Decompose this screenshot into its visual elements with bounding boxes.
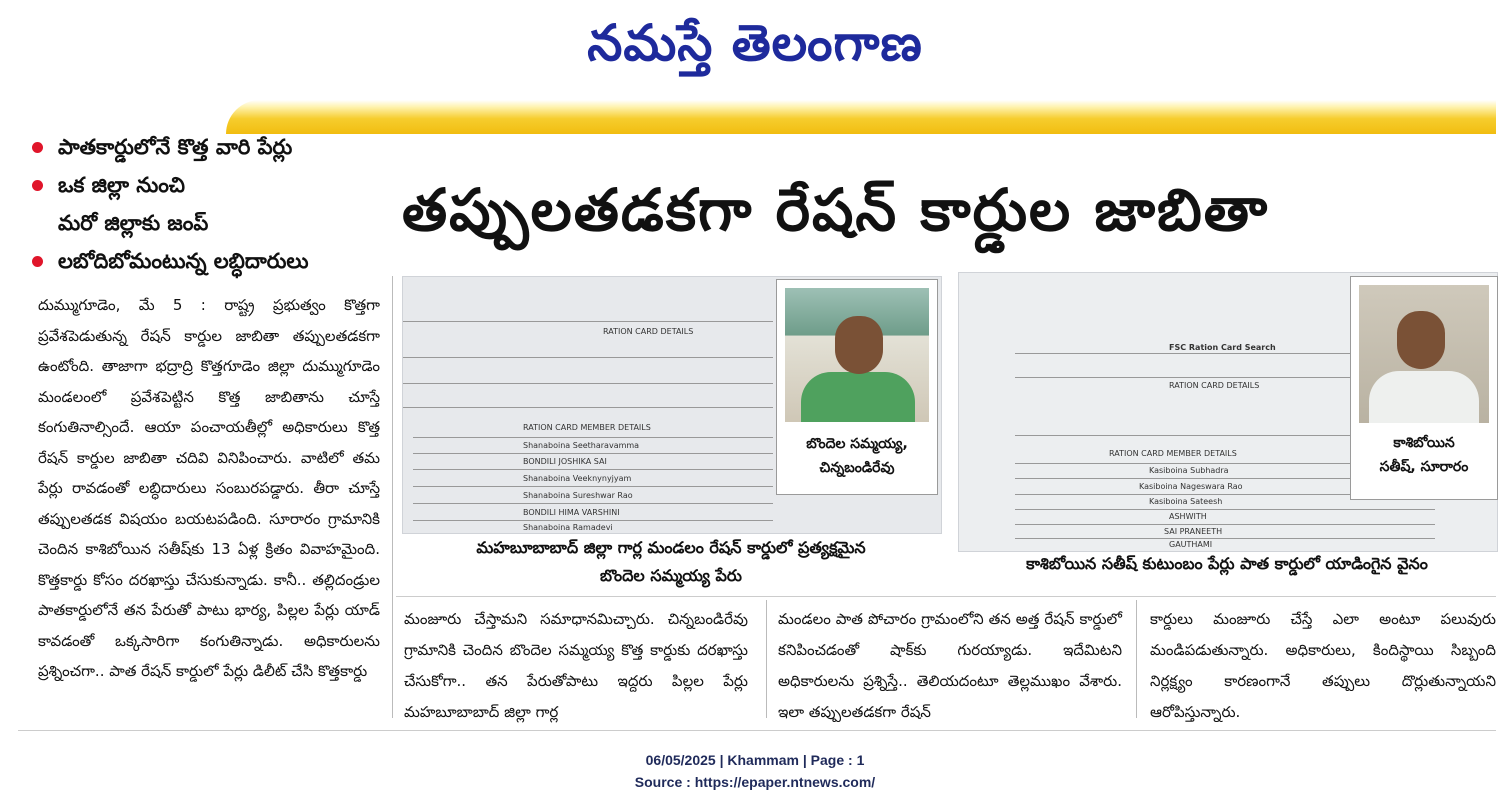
portrait-photo xyxy=(1359,285,1489,423)
red-bullet-icon xyxy=(32,256,43,267)
bullet-item xyxy=(30,128,390,166)
portrait-face xyxy=(835,316,883,374)
page-bottom-rule xyxy=(18,730,1496,731)
portrait-shirt xyxy=(1369,371,1479,423)
member-row: BONDILI HIMA VARSHINI xyxy=(523,508,620,517)
article-body-column-4: కార్డులు మంజూరు చేస్తే ఎలా అంటూ పలువురు మండిపడుతున్నారు. అధికారులు, కిందిస్థాయి సిబ్బంది నిర్లక్ష్యం కారణంగానే తప్పులు దొర్లుతున్నాయని ఆరోపిస్తున్నారు. xyxy=(1150,610,1496,721)
doc-line xyxy=(413,469,773,470)
portrait-shirt xyxy=(801,372,915,422)
member-row: GAUTHAMI xyxy=(1169,540,1213,549)
doc-line xyxy=(403,383,773,384)
member-row: ASHWITH xyxy=(1169,512,1207,521)
portrait-face xyxy=(1397,311,1445,369)
caption-line: బొందెల సమ్మయ్య పేరు xyxy=(600,566,742,585)
member-row: SAI PRANEETH xyxy=(1164,527,1223,536)
red-bullet-icon xyxy=(32,180,43,191)
article-headline: తప్పులతడకగా రేషన్ కార్డుల జాబితా xyxy=(402,176,1270,244)
column-rule xyxy=(392,276,393,718)
bullet-text: ఒక జిల్లా నుంచి xyxy=(58,173,186,197)
doc-line xyxy=(403,407,773,408)
member-row: Kasiboina Nageswara Rao xyxy=(1139,482,1243,491)
member-row: Kasiboina Sateesh xyxy=(1149,497,1223,506)
doc-members-heading: RATION CARD MEMBER DETAILS xyxy=(523,423,651,432)
bullet-text-continued: మరో జిల్లాకు జంప్ xyxy=(58,211,209,235)
doc-line xyxy=(413,486,773,487)
bullet-text: పాతకార్డులోనే కొత్త వారి పేర్లు xyxy=(58,135,293,159)
doc-details-heading: RATION CARD DETAILS xyxy=(1169,381,1260,390)
portrait-photo xyxy=(785,288,929,422)
photo-caption-1 xyxy=(402,534,940,590)
member-row: Shanaboina Veeknynyjyam xyxy=(523,474,632,483)
doc-line xyxy=(413,520,773,521)
bullet-item xyxy=(30,166,390,204)
newspaper-masthead: నమస్తే తెలంగాణ xyxy=(587,13,923,72)
doc-heading: FSC Ration Card Search xyxy=(1169,343,1276,352)
doc-line xyxy=(403,357,773,358)
doc-line xyxy=(413,437,773,438)
portrait-inset-1 xyxy=(776,279,938,495)
member-row: BONDILI JOSHIKA SAI xyxy=(523,457,607,466)
caption-line: మహబూబాబాద్ జిల్లా గార్ల మండలం రేషన్ కార్డులో ప్రత్యక్షమైన xyxy=(476,538,866,557)
article-body-column-1: దుమ్ముగూడెం, మే 5 : రాష్ట్ర ప్రభుత్వం కొత్తగా ప్రవేశపెడుతున్న రేషన్ కార్డుల జాబితా తప్పులతడకగా ఉంటోంది. తాజాగా భద్రాద్రి కొత్తగూడెం జిల్లా దుమ్ముగూడెం మండలంలో ప్రవేశపెట్టిన కొత్త జాబితాను చూస్తే కంగుతినాల్సిందే. ఆయా పంచాయతీల్లో అధికారులు కొత్త రేషన్ కార్డుల జాబితా చదివి వినిపించారు. వాటిలో తమ పేర్లు రావడంతో లబ్ధిదారులు సంబురపడ్డారు. తీరా చూస్తే తప్పులతడక విషయం బయటపడింది. సూరారం గ్రామానికి చెందిన కాశిబోయిన సతీష్‌కు 13 ఏళ్ల క్రితం వివాహమైంది. కొత్తకార్డు కోసం దరఖాస్తు చేసుకున్నాడు. కానీ.. తల్లిదండ్రుల పాతకార్డులోనే తన పేరుతో పాటు భార్య, పిల్లల పేర్లు యాడ్ కావడంతో ఒక్కసారిగా కంగుతిన్నాడు. అధికారులను ప్రశ్నించగా.. పాత రేషన్ కార్డులో పేర్లు డిలీట్ చేసి కొత్తకార్డు xyxy=(38,296,380,680)
portrait-inset-2 xyxy=(1350,276,1498,500)
doc-line xyxy=(413,453,773,454)
member-row: Shanaboina Ramadevi xyxy=(523,523,613,532)
doc-heading: RATION CARD DETAILS xyxy=(603,327,694,336)
caption-line: కాశిబోయిన సతీష్ కుటుంబం పేర్లు పాత కార్డులో యాడింగైన వైనం xyxy=(1026,554,1428,573)
doc-members-heading: RATION CARD MEMBER DETAILS xyxy=(1109,449,1237,458)
article-body-column-3: మండలం పాత పోచారం గ్రామంలోని తన అత్త రేషన్ కార్డులో కనిపించడంతో షాక్‌కు గురయ్యాడు. ఇదేమిటని అధికారులను ప్రశ్నిస్తే.. తెలియదంటూ తెల్లముఖం వేశారు. ఇలా తప్పులతడకగా రేషన్ xyxy=(778,610,1122,721)
column-rule xyxy=(766,600,767,718)
doc-line xyxy=(1015,524,1435,525)
inset-caption-line2: చిన్నబండిరేవు xyxy=(819,460,895,476)
doc-line xyxy=(1015,538,1435,539)
bullet-text: లబోదిబోమంటున్న లబ్ధిదారులు xyxy=(58,249,309,273)
section-divider xyxy=(396,596,1496,597)
member-row: Shanaboina Seetharavamma xyxy=(523,441,640,450)
photo-caption-2 xyxy=(958,550,1496,578)
footer-date-edition: 06/05/2025 | Khammam | Page : 1 xyxy=(645,752,865,768)
inset-caption-line1: కాశిబోయిన xyxy=(1393,435,1455,451)
article-body-column-2: మంజూరు చేస్తామని సమాధానమిచ్చారు. చిన్నబండిరేవు గ్రామానికి చెందిన బొందెల సమ్మయ్య కొత్త కార్డుకు దరఖాస్తు చేసుకోగా.. తన పేరుతోపాటు ఇద్దరు పిల్లల పేర్లు మహబూబాబాద్ జిల్లా గార్ల xyxy=(404,610,748,721)
red-bullet-icon xyxy=(32,142,43,153)
doc-line xyxy=(413,503,773,504)
masthead-gold-band xyxy=(226,100,1496,134)
member-row: Shanaboina Sureshwar Rao xyxy=(523,491,633,500)
footer-source-link[interactable]: Source : https://epaper.ntnews.com/ xyxy=(634,774,876,790)
inset-caption-line1: బొందెల సమ్మయ్య, xyxy=(806,436,908,452)
inset-caption-line2: సతీష్, సూరారం xyxy=(1379,459,1469,475)
doc-line xyxy=(403,321,773,322)
bullet-item xyxy=(30,242,390,280)
sub-headline-bullets xyxy=(30,128,390,280)
doc-line xyxy=(1015,509,1435,510)
member-row: Kasiboina Subhadra xyxy=(1149,466,1229,475)
column-rule xyxy=(1136,600,1137,718)
